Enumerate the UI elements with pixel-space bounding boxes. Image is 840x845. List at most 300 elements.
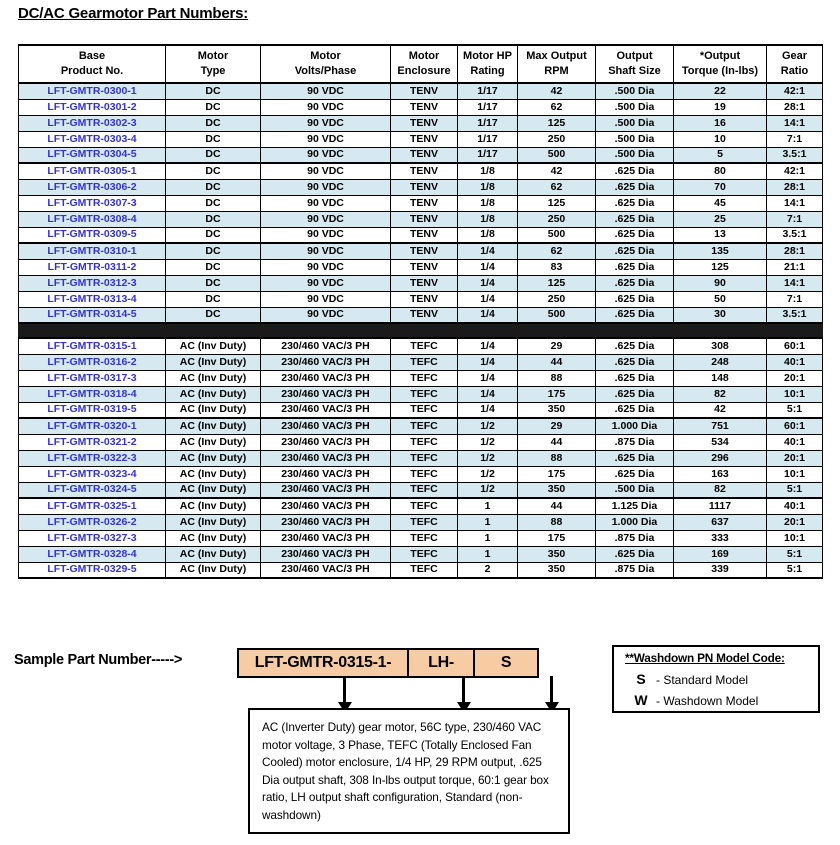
cell-type: DC [166,307,261,323]
table-row [19,291,823,307]
table-row [19,195,823,211]
cell-hp: 1/4 [458,275,518,291]
cell-volts: 90 VDC [261,147,391,163]
column-header-line: Motor HP [463,50,512,62]
cell-hp: 1/4 [458,291,518,307]
separator-cell [458,323,518,338]
sample-orientation-box: LH- [409,650,475,676]
column-header-line: RPM [544,65,569,77]
cell-part-number: LFT-GMTR-0329-5 [19,562,166,578]
cell-torque: 534 [674,434,767,450]
cell-part-number: LFT-GMTR-0320-1 [19,418,166,434]
cell-rpm: 88 [518,370,596,386]
cell-rpm: 29 [518,338,596,354]
cell-hp: 1/4 [458,307,518,323]
cell-type: DC [166,179,261,195]
cell-volts: 230/460 VAC/3 PH [261,354,391,370]
cell-part-number: LFT-GMTR-0304-5 [19,147,166,163]
cell-torque: 637 [674,514,767,530]
separator-cell [767,323,823,338]
table-row [19,418,823,434]
cell-type: AC (Inv Duty) [166,530,261,546]
cell-part-number: LFT-GMTR-0321-2 [19,434,166,450]
cell-volts: 90 VDC [261,243,391,259]
cell-rpm: 42 [518,83,596,99]
cell-shaft: .500 Dia [596,99,674,115]
gearmotor-parts-table [18,44,823,579]
cell-part-number: LFT-GMTR-0319-5 [19,402,166,418]
cell-shaft: .875 Dia [596,530,674,546]
sample-part-number-boxes [237,648,539,678]
table-row [19,115,823,131]
cell-hp: 1/8 [458,179,518,195]
cell-shaft: .500 Dia [596,115,674,131]
cell-ratio: 28:1 [767,243,823,259]
table-row [19,402,823,418]
cell-shaft: 1.125 Dia [596,498,674,514]
cell-enclosure: TENV [391,275,458,291]
cell-part-number: LFT-GMTR-0303-4 [19,131,166,147]
column-header-line: Motor [310,50,341,62]
separator-cell [518,323,596,338]
column-header-line: Output [616,50,653,62]
cell-rpm: 83 [518,259,596,275]
cell-torque: 90 [674,275,767,291]
cell-enclosure: TEFC [391,450,458,466]
washdown-legend-row-standard [628,671,748,687]
cell-enclosure: TEFC [391,514,458,530]
column-header-5 [518,45,596,83]
cell-shaft: .625 Dia [596,450,674,466]
cell-hp: 1/17 [458,115,518,131]
table-row [19,275,823,291]
cell-hp: 1/17 [458,99,518,115]
cell-ratio: 5:1 [767,562,823,578]
cell-volts: 230/460 VAC/3 PH [261,530,391,546]
cell-volts: 90 VDC [261,227,391,243]
cell-volts: 90 VDC [261,131,391,147]
cell-torque: 169 [674,546,767,562]
cell-ratio: 60:1 [767,338,823,354]
cell-shaft: .625 Dia [596,370,674,386]
cell-torque: 22 [674,83,767,99]
cell-enclosure: TENV [391,211,458,227]
table-row [19,163,823,179]
cell-ratio: 14:1 [767,115,823,131]
cell-torque: 45 [674,195,767,211]
cell-torque: 80 [674,163,767,179]
cell-part-number: LFT-GMTR-0313-4 [19,291,166,307]
cell-volts: 90 VDC [261,307,391,323]
arrow-stem [550,676,553,704]
cell-ratio: 28:1 [767,99,823,115]
cell-enclosure: TEFC [391,498,458,514]
cell-ratio: 7:1 [767,291,823,307]
cell-torque: 308 [674,338,767,354]
washdown-legend-title: **Washdown PN Model Code: [625,651,785,665]
column-header-3 [391,45,458,83]
cell-shaft: .625 Dia [596,307,674,323]
cell-rpm: 88 [518,514,596,530]
cell-ratio: 42:1 [767,83,823,99]
table-row [19,243,823,259]
cell-shaft: .500 Dia [596,147,674,163]
cell-volts: 230/460 VAC/3 PH [261,482,391,498]
cell-hp: 1/17 [458,147,518,163]
table-row [19,147,823,163]
cell-type: AC (Inv Duty) [166,514,261,530]
cell-type: AC (Inv Duty) [166,434,261,450]
cell-part-number: LFT-GMTR-0326-2 [19,514,166,530]
cell-torque: 148 [674,370,767,386]
cell-shaft: .625 Dia [596,402,674,418]
table-row [19,546,823,562]
cell-shaft: .625 Dia [596,227,674,243]
cell-part-number: LFT-GMTR-0308-4 [19,211,166,227]
cell-rpm: 350 [518,402,596,418]
cell-hp: 1 [458,498,518,514]
table-row [19,179,823,195]
washdown-text-w: - Washdown Model [656,694,759,708]
cell-part-number: LFT-GMTR-0309-5 [19,227,166,243]
cell-volts: 90 VDC [261,195,391,211]
table-row [19,259,823,275]
cell-ratio: 20:1 [767,370,823,386]
column-header-line: Motor [408,50,440,62]
cell-type: DC [166,259,261,275]
cell-part-number: LFT-GMTR-0315-1 [19,338,166,354]
cell-shaft: .625 Dia [596,275,674,291]
cell-torque: 82 [674,482,767,498]
cell-part-number: LFT-GMTR-0312-3 [19,275,166,291]
header-row [19,45,823,83]
cell-type: DC [166,227,261,243]
cell-part-number: LFT-GMTR-0323-4 [19,466,166,482]
cell-enclosure: TENV [391,259,458,275]
cell-rpm: 44 [518,354,596,370]
cell-hp: 1/4 [458,370,518,386]
cell-volts: 90 VDC [261,163,391,179]
cell-ratio: 40:1 [767,354,823,370]
table-row [19,530,823,546]
cell-volts: 90 VDC [261,179,391,195]
cell-ratio: 5:1 [767,546,823,562]
cell-enclosure: TEFC [391,338,458,354]
cell-enclosure: TENV [391,227,458,243]
separator-cell [391,323,458,338]
cell-rpm: 62 [518,179,596,195]
cell-ratio: 60:1 [767,418,823,434]
cell-hp: 1/4 [458,243,518,259]
table-row [19,562,823,578]
cell-hp: 1/8 [458,195,518,211]
cell-shaft: .625 Dia [596,211,674,227]
cell-type: DC [166,131,261,147]
cell-hp: 1/4 [458,354,518,370]
cell-type: DC [166,115,261,131]
cell-volts: 230/460 VAC/3 PH [261,434,391,450]
table-row [19,83,823,99]
cell-torque: 19 [674,99,767,115]
table-row [19,498,823,514]
cell-ratio: 20:1 [767,450,823,466]
cell-type: DC [166,99,261,115]
cell-enclosure: TENV [391,163,458,179]
sample-part-description-box: AC (Inverter Duty) gear motor, 56C type, 230/460 VAC motor voltage, 3 Phase, TEFC (Totally Enclosed Fan Cooled) motor enclosure, 1/4 HP, 29 RPM output, .625 Dia output shaft, 308 In-lbs output torque, 60:1 gear box ratio, LH output shaft configuration, Standard (non-washdown) [248,708,570,834]
cell-shaft: .625 Dia [596,466,674,482]
cell-enclosure: TENV [391,83,458,99]
cell-type: AC (Inv Duty) [166,546,261,562]
column-header-line: Max Output [526,50,587,62]
cell-part-number: LFT-GMTR-0327-3 [19,530,166,546]
cell-shaft: .625 Dia [596,386,674,402]
column-header-line: Volts/Phase [294,65,357,77]
cell-torque: 70 [674,179,767,195]
cell-enclosure: TEFC [391,418,458,434]
cell-type: DC [166,147,261,163]
cell-shaft: .500 Dia [596,131,674,147]
cell-hp: 1/4 [458,338,518,354]
cell-enclosure: TENV [391,115,458,131]
cell-ratio: 3.5:1 [767,307,823,323]
cell-enclosure: TENV [391,195,458,211]
cell-rpm: 500 [518,307,596,323]
cell-part-number: LFT-GMTR-0306-2 [19,179,166,195]
cell-volts: 230/460 VAC/3 PH [261,514,391,530]
cell-torque: 751 [674,418,767,434]
column-header-line: Type [200,65,226,77]
cell-shaft: .875 Dia [596,434,674,450]
cell-shaft: .875 Dia [596,562,674,578]
cell-torque: 248 [674,354,767,370]
cell-volts: 90 VDC [261,291,391,307]
cell-volts: 90 VDC [261,275,391,291]
table-row [19,482,823,498]
table-body [19,83,823,578]
cell-type: AC (Inv Duty) [166,498,261,514]
column-header-line: Shaft Size [608,65,661,77]
cell-rpm: 350 [518,482,596,498]
cell-part-number: LFT-GMTR-0302-3 [19,115,166,131]
cell-shaft: .625 Dia [596,163,674,179]
cell-rpm: 350 [518,546,596,562]
cell-volts: 230/460 VAC/3 PH [261,546,391,562]
column-header-1 [166,45,261,83]
table-row [19,434,823,450]
cell-torque: 25 [674,211,767,227]
cell-rpm: 62 [518,99,596,115]
cell-torque: 30 [674,307,767,323]
cell-hp: 1/4 [458,259,518,275]
cell-shaft: 1.000 Dia [596,418,674,434]
cell-type: DC [166,275,261,291]
table-row [19,466,823,482]
cell-type: AC (Inv Duty) [166,354,261,370]
cell-shaft: 1.000 Dia [596,514,674,530]
cell-enclosure: TEFC [391,466,458,482]
cell-ratio: 10:1 [767,466,823,482]
cell-rpm: 29 [518,418,596,434]
cell-rpm: 44 [518,434,596,450]
cell-enclosure: TEFC [391,562,458,578]
cell-hp: 1 [458,546,518,562]
washdown-code-w: W [634,692,648,708]
table-section-separator [19,323,823,338]
cell-type: AC (Inv Duty) [166,418,261,434]
sample-model-code-box: S [475,650,537,676]
cell-ratio: 28:1 [767,179,823,195]
column-header-line: Rating [470,65,505,77]
cell-rpm: 250 [518,291,596,307]
cell-hp: 1/2 [458,418,518,434]
cell-type: AC (Inv Duty) [166,402,261,418]
cell-torque: 333 [674,530,767,546]
cell-part-number: LFT-GMTR-0301-2 [19,99,166,115]
cell-enclosure: TENV [391,307,458,323]
cell-volts: 230/460 VAC/3 PH [261,450,391,466]
cell-rpm: 44 [518,498,596,514]
cell-type: AC (Inv Duty) [166,482,261,498]
cell-ratio: 20:1 [767,514,823,530]
separator-cell [166,323,261,338]
table-row [19,307,823,323]
cell-shaft: .625 Dia [596,259,674,275]
cell-hp: 1/2 [458,434,518,450]
cell-torque: 42 [674,402,767,418]
cell-ratio: 3.5:1 [767,227,823,243]
cell-part-number: LFT-GMTR-0307-3 [19,195,166,211]
cell-hp: 1 [458,514,518,530]
cell-enclosure: TEFC [391,402,458,418]
column-header-2 [261,45,391,83]
cell-hp: 1/4 [458,386,518,402]
column-header-line: Motor [197,50,229,62]
sample-base-part-box: LFT-GMTR-0315-1- [239,650,409,676]
table-row [19,99,823,115]
cell-shaft: .625 Dia [596,179,674,195]
cell-type: AC (Inv Duty) [166,450,261,466]
column-header-line: Product No. [60,65,124,77]
cell-hp: 1/4 [458,402,518,418]
cell-enclosure: TEFC [391,530,458,546]
cell-part-number: LFT-GMTR-0322-3 [19,450,166,466]
cell-torque: 13 [674,227,767,243]
cell-part-number: LFT-GMTR-0305-1 [19,163,166,179]
cell-rpm: 175 [518,386,596,402]
cell-part-number: LFT-GMTR-0325-1 [19,498,166,514]
cell-rpm: 42 [518,163,596,179]
cell-rpm: 125 [518,195,596,211]
cell-shaft: .625 Dia [596,546,674,562]
column-header-line: Gear [781,50,808,62]
cell-ratio: 5:1 [767,402,823,418]
cell-ratio: 3.5:1 [767,147,823,163]
cell-hp: 1/2 [458,466,518,482]
column-header-0 [19,45,166,83]
cell-hp: 1/8 [458,163,518,179]
cell-ratio: 10:1 [767,386,823,402]
cell-type: DC [166,83,261,99]
cell-volts: 230/460 VAC/3 PH [261,370,391,386]
cell-hp: 1/2 [458,450,518,466]
table-row [19,386,823,402]
cell-rpm: 500 [518,147,596,163]
cell-shaft: .625 Dia [596,338,674,354]
cell-enclosure: TEFC [391,370,458,386]
cell-enclosure: TENV [391,243,458,259]
cell-part-number: LFT-GMTR-0318-4 [19,386,166,402]
cell-shaft: .625 Dia [596,243,674,259]
cell-enclosure: TENV [391,291,458,307]
cell-hp: 1/17 [458,131,518,147]
cell-part-number: LFT-GMTR-0310-1 [19,243,166,259]
cell-volts: 230/460 VAC/3 PH [261,418,391,434]
cell-volts: 90 VDC [261,115,391,131]
cell-ratio: 42:1 [767,163,823,179]
cell-ratio: 10:1 [767,530,823,546]
cell-type: DC [166,243,261,259]
cell-rpm: 250 [518,131,596,147]
page-title: DC/AC Gearmotor Part Numbers: [18,5,249,22]
washdown-legend-row-washdown [628,692,758,708]
cell-torque: 16 [674,115,767,131]
cell-volts: 90 VDC [261,99,391,115]
table-row [19,354,823,370]
cell-rpm: 125 [518,275,596,291]
cell-rpm: 175 [518,530,596,546]
cell-type: DC [166,211,261,227]
cell-ratio: 40:1 [767,434,823,450]
table-header [19,45,823,83]
column-header-line: Ratio [780,65,809,77]
cell-torque: 125 [674,259,767,275]
cell-part-number: LFT-GMTR-0328-4 [19,546,166,562]
cell-torque: 82 [674,386,767,402]
cell-rpm: 250 [518,211,596,227]
sample-part-number-label: Sample Part Number-----> [14,652,183,668]
cell-volts: 90 VDC [261,211,391,227]
cell-enclosure: TEFC [391,546,458,562]
cell-ratio: 5:1 [767,482,823,498]
separator-cell [674,323,767,338]
cell-volts: 230/460 VAC/3 PH [261,402,391,418]
cell-type: DC [166,291,261,307]
cell-volts: 230/460 VAC/3 PH [261,338,391,354]
column-header-line: Torque (In-lbs) [681,65,759,77]
cell-ratio: 7:1 [767,131,823,147]
washdown-model-code-legend [612,645,820,713]
cell-part-number: LFT-GMTR-0316-2 [19,354,166,370]
cell-part-number: LFT-GMTR-0314-5 [19,307,166,323]
cell-torque: 10 [674,131,767,147]
cell-rpm: 500 [518,227,596,243]
cell-hp: 1 [458,530,518,546]
cell-volts: 230/460 VAC/3 PH [261,466,391,482]
cell-enclosure: TEFC [391,386,458,402]
washdown-code-s: S [636,671,646,687]
column-header-6 [596,45,674,83]
cell-torque: 163 [674,466,767,482]
cell-rpm: 350 [518,562,596,578]
table-row [19,370,823,386]
cell-volts: 90 VDC [261,259,391,275]
cell-enclosure: TEFC [391,482,458,498]
cell-enclosure: TEFC [391,354,458,370]
cell-type: DC [166,163,261,179]
cell-part-number: LFT-GMTR-0300-1 [19,83,166,99]
cell-shaft: .625 Dia [596,354,674,370]
table-row [19,514,823,530]
